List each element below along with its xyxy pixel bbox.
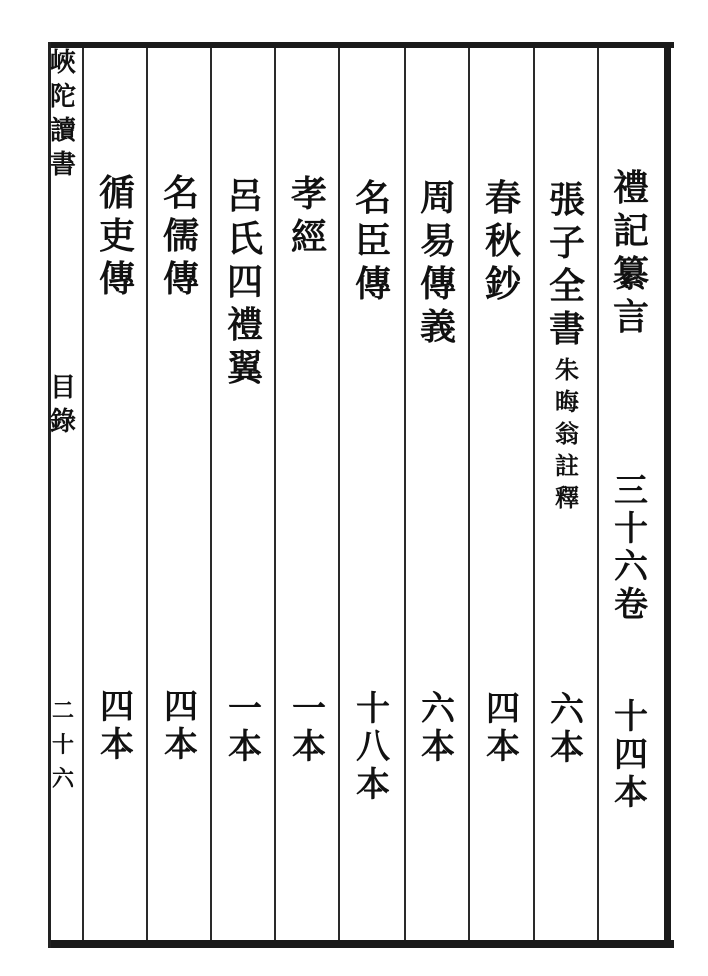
glyph: 周	[419, 177, 456, 219]
entry-title	[156, 172, 206, 304]
entry-volumes	[546, 690, 588, 769]
glyph: 一	[292, 689, 326, 729]
column-rule	[404, 48, 406, 940]
glyph: 孝	[290, 173, 327, 215]
glyph: 二	[51, 698, 74, 724]
glyph: 子	[548, 222, 585, 264]
glyph: 言	[612, 296, 649, 338]
glyph: 易	[419, 220, 456, 262]
glyph: 傳	[419, 263, 456, 305]
glyph: 臣	[354, 220, 391, 262]
frame-bottom-border	[48, 940, 674, 948]
glyph: 名	[354, 177, 391, 219]
entry-count	[610, 471, 652, 626]
glyph: 吏	[98, 215, 135, 257]
entry-volumes	[352, 689, 394, 806]
glyph: 記	[612, 210, 649, 252]
entry-volumes	[160, 687, 202, 766]
entry-volumes	[610, 697, 652, 814]
margin-book-title	[46, 50, 80, 186]
entry-title	[542, 179, 592, 354]
glyph: 六	[550, 690, 584, 730]
glyph: 十	[614, 697, 648, 737]
entry-title	[220, 175, 270, 393]
column-rule	[468, 48, 470, 940]
glyph: 傳	[98, 258, 135, 300]
glyph: 呂	[226, 175, 263, 217]
glyph: 四	[226, 261, 263, 303]
frame-top-border	[48, 42, 674, 48]
glyph: 本	[164, 725, 198, 765]
glyph: 峽	[49, 48, 76, 78]
glyph: 八	[356, 727, 390, 767]
glyph: 十	[51, 732, 74, 758]
margin-section	[46, 375, 80, 443]
column-rule	[146, 48, 148, 940]
entry-title	[284, 173, 334, 262]
glyph: 翁	[555, 419, 579, 448]
column-rule	[597, 48, 599, 940]
entry-volumes	[288, 689, 330, 768]
glyph: 張	[548, 179, 585, 221]
glyph: 三	[614, 471, 648, 511]
glyph: 秋	[484, 220, 521, 262]
glyph: 名	[162, 172, 199, 214]
entry-note	[551, 355, 583, 518]
entry-volumes	[482, 689, 524, 768]
glyph: 四	[164, 687, 198, 727]
glyph: 六	[614, 547, 648, 587]
glyph: 全	[548, 265, 585, 307]
entry-title	[413, 177, 463, 352]
entry-volumes	[96, 687, 138, 766]
glyph: 釋	[555, 483, 579, 512]
glyph: 註	[555, 451, 579, 480]
glyph: 陀	[49, 82, 76, 112]
glyph: 本	[356, 765, 390, 805]
column-rule	[274, 48, 276, 940]
column-rule	[82, 48, 84, 940]
glyph: 卷	[614, 585, 648, 625]
margin-leaf-number	[46, 700, 80, 802]
glyph: 四	[100, 687, 134, 727]
glyph: 一	[228, 689, 262, 729]
glyph: 本	[292, 727, 326, 767]
glyph: 本	[228, 727, 262, 767]
glyph: 循	[98, 172, 135, 214]
entry-volumes	[417, 689, 459, 768]
glyph: 書	[49, 150, 76, 180]
glyph: 春	[484, 177, 521, 219]
glyph: 晦	[555, 387, 579, 416]
column-rule	[533, 48, 535, 940]
glyph: 傳	[162, 258, 199, 300]
glyph: 十	[356, 689, 390, 729]
glyph: 鈔	[484, 263, 521, 305]
glyph: 十	[614, 509, 648, 549]
glyph: 目	[49, 373, 76, 403]
glyph: 氏	[226, 218, 263, 260]
frame-right-border	[664, 42, 671, 948]
entry-title	[348, 177, 398, 309]
glyph: 翼	[226, 347, 263, 389]
glyph: 義	[419, 306, 456, 348]
entry-title	[478, 177, 528, 309]
glyph: 纂	[612, 253, 649, 295]
glyph: 本	[550, 728, 584, 768]
glyph: 本	[614, 773, 648, 813]
glyph: 四	[486, 689, 520, 729]
column-rule	[338, 48, 340, 940]
glyph: 經	[290, 216, 327, 258]
glyph: 六	[51, 766, 74, 792]
entry-volumes	[224, 689, 266, 768]
glyph: 禮	[612, 167, 649, 209]
glyph: 儒	[162, 215, 199, 257]
glyph: 讀	[49, 116, 76, 146]
glyph: 禮	[226, 304, 263, 346]
glyph: 本	[421, 727, 455, 767]
glyph: 傳	[354, 263, 391, 305]
glyph: 本	[100, 725, 134, 765]
glyph: 六	[421, 689, 455, 729]
column-rule	[210, 48, 212, 940]
entry-title	[606, 167, 656, 342]
entry-title	[92, 172, 142, 304]
glyph: 朱	[555, 355, 579, 384]
glyph: 錄	[49, 407, 76, 437]
glyph: 書	[548, 308, 585, 350]
glyph: 四	[614, 735, 648, 775]
glyph: 本	[486, 727, 520, 767]
